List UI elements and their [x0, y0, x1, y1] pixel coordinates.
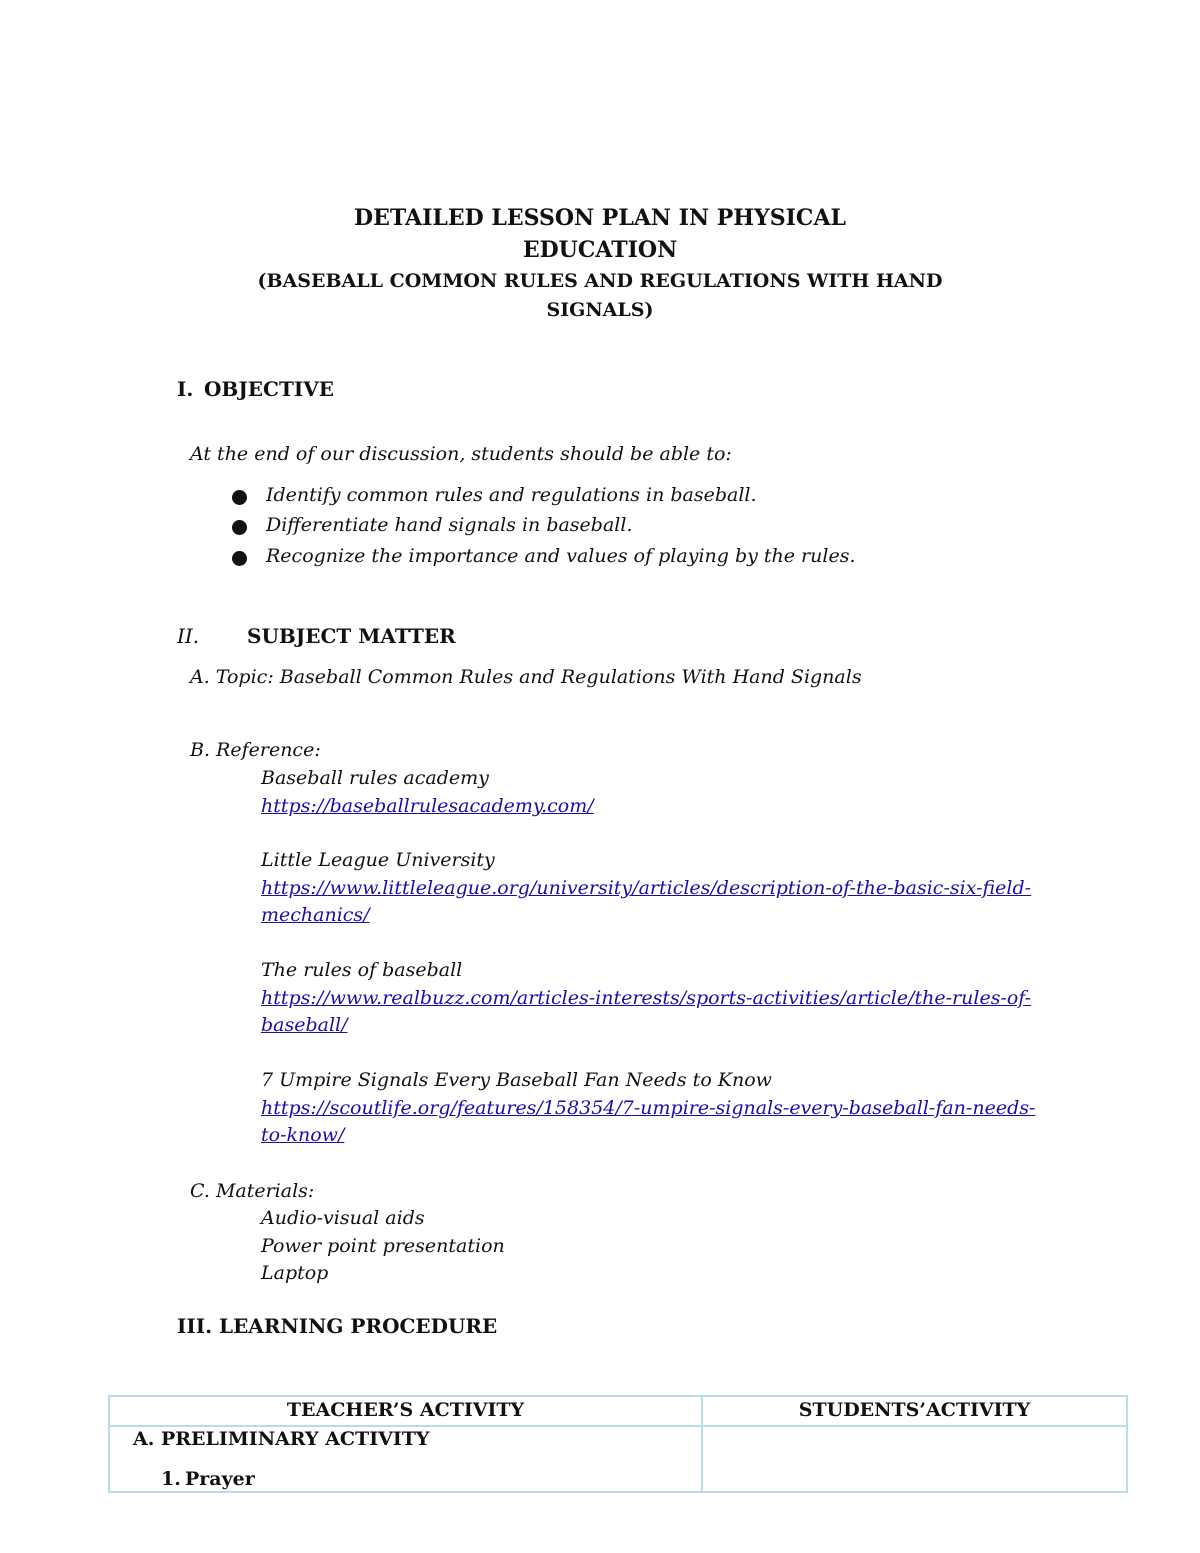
reference-link-4-line1[interactable]: https://scoutlife.org/features/158354/7-umpire-signals-every-baseball-fan-needs- [261, 1097, 1036, 1119]
document-subtitle-line2: SIGNALS) [546, 299, 654, 321]
document-title-line2: EDUCATION [522, 237, 678, 263]
reference-link-4-line2[interactable]: to-know/ [261, 1124, 345, 1146]
reference-link-3-line2[interactable]: baseball/ [261, 1014, 348, 1036]
objective-intro: At the end of our discussion, students should be able to: [190, 443, 732, 465]
topic-line: A. Topic: Baseball Common Rules and Regulations With Hand Signals [190, 666, 862, 688]
table-header-divider [108, 1425, 1128, 1427]
reference-link-1[interactable]: https://baseballrulesacademy.com/ [261, 795, 594, 817]
objective-heading: OBJECTIVE [204, 377, 334, 401]
reference-name-2: Little League University [261, 849, 495, 871]
objective-numeral: I. [177, 377, 194, 401]
table-section-preliminary: A. PRELIMINARY ACTIVITY [133, 1428, 430, 1450]
subject-matter-numeral: II. [177, 624, 200, 648]
table-header-teacher: TEACHER’S ACTIVITY [286, 1399, 525, 1421]
document-title-line1: DETAILED LESSON PLAN IN PHYSICAL [354, 205, 846, 231]
subject-matter-heading: SUBJECT MATTER [247, 624, 456, 648]
reference-label: B. Reference: [190, 739, 321, 761]
material-item-1: Audio-visual aids [261, 1207, 425, 1229]
document-subtitle-line1: (BASEBALL COMMON RULES AND REGULATIONS WITH HAND [257, 270, 943, 292]
bullet-icon [232, 490, 247, 505]
material-item-3: Laptop [261, 1262, 329, 1284]
learning-procedure-heading: LEARNING PROCEDURE [219, 1314, 498, 1338]
material-item-2: Power point presentation [261, 1235, 505, 1257]
table-item-prayer: Prayer [185, 1468, 255, 1490]
reference-name-4: 7 Umpire Signals Every Baseball Fan Needs to Know [261, 1069, 772, 1091]
table-header-students: STUDENTS’ACTIVITY [798, 1399, 1031, 1421]
objective-item-1: Identify common rules and regulations in baseball. [266, 484, 757, 506]
objective-item-2: Differentiate hand signals in baseball. [266, 514, 633, 536]
learning-procedure-numeral: III. [177, 1314, 213, 1338]
reference-link-2-line2[interactable]: mechanics/ [261, 904, 370, 926]
reference-link-2-line1[interactable]: https://www.littleleague.org/university/articles/description-of-the-basic-six-field- [261, 877, 1032, 899]
materials-label: C. Materials: [190, 1180, 315, 1202]
bullet-icon [232, 520, 247, 535]
table-item-number: 1. [161, 1468, 181, 1490]
bullet-icon [232, 551, 247, 566]
reference-name-3: The rules of baseball [261, 959, 463, 981]
reference-link-3-line1[interactable]: https://www.realbuzz.com/articles-interests/sports-activities/article/the-rules-of- [261, 987, 1032, 1009]
reference-name-1: Baseball rules academy [261, 767, 489, 789]
objective-item-3: Recognize the importance and values of playing by the rules. [266, 545, 856, 567]
